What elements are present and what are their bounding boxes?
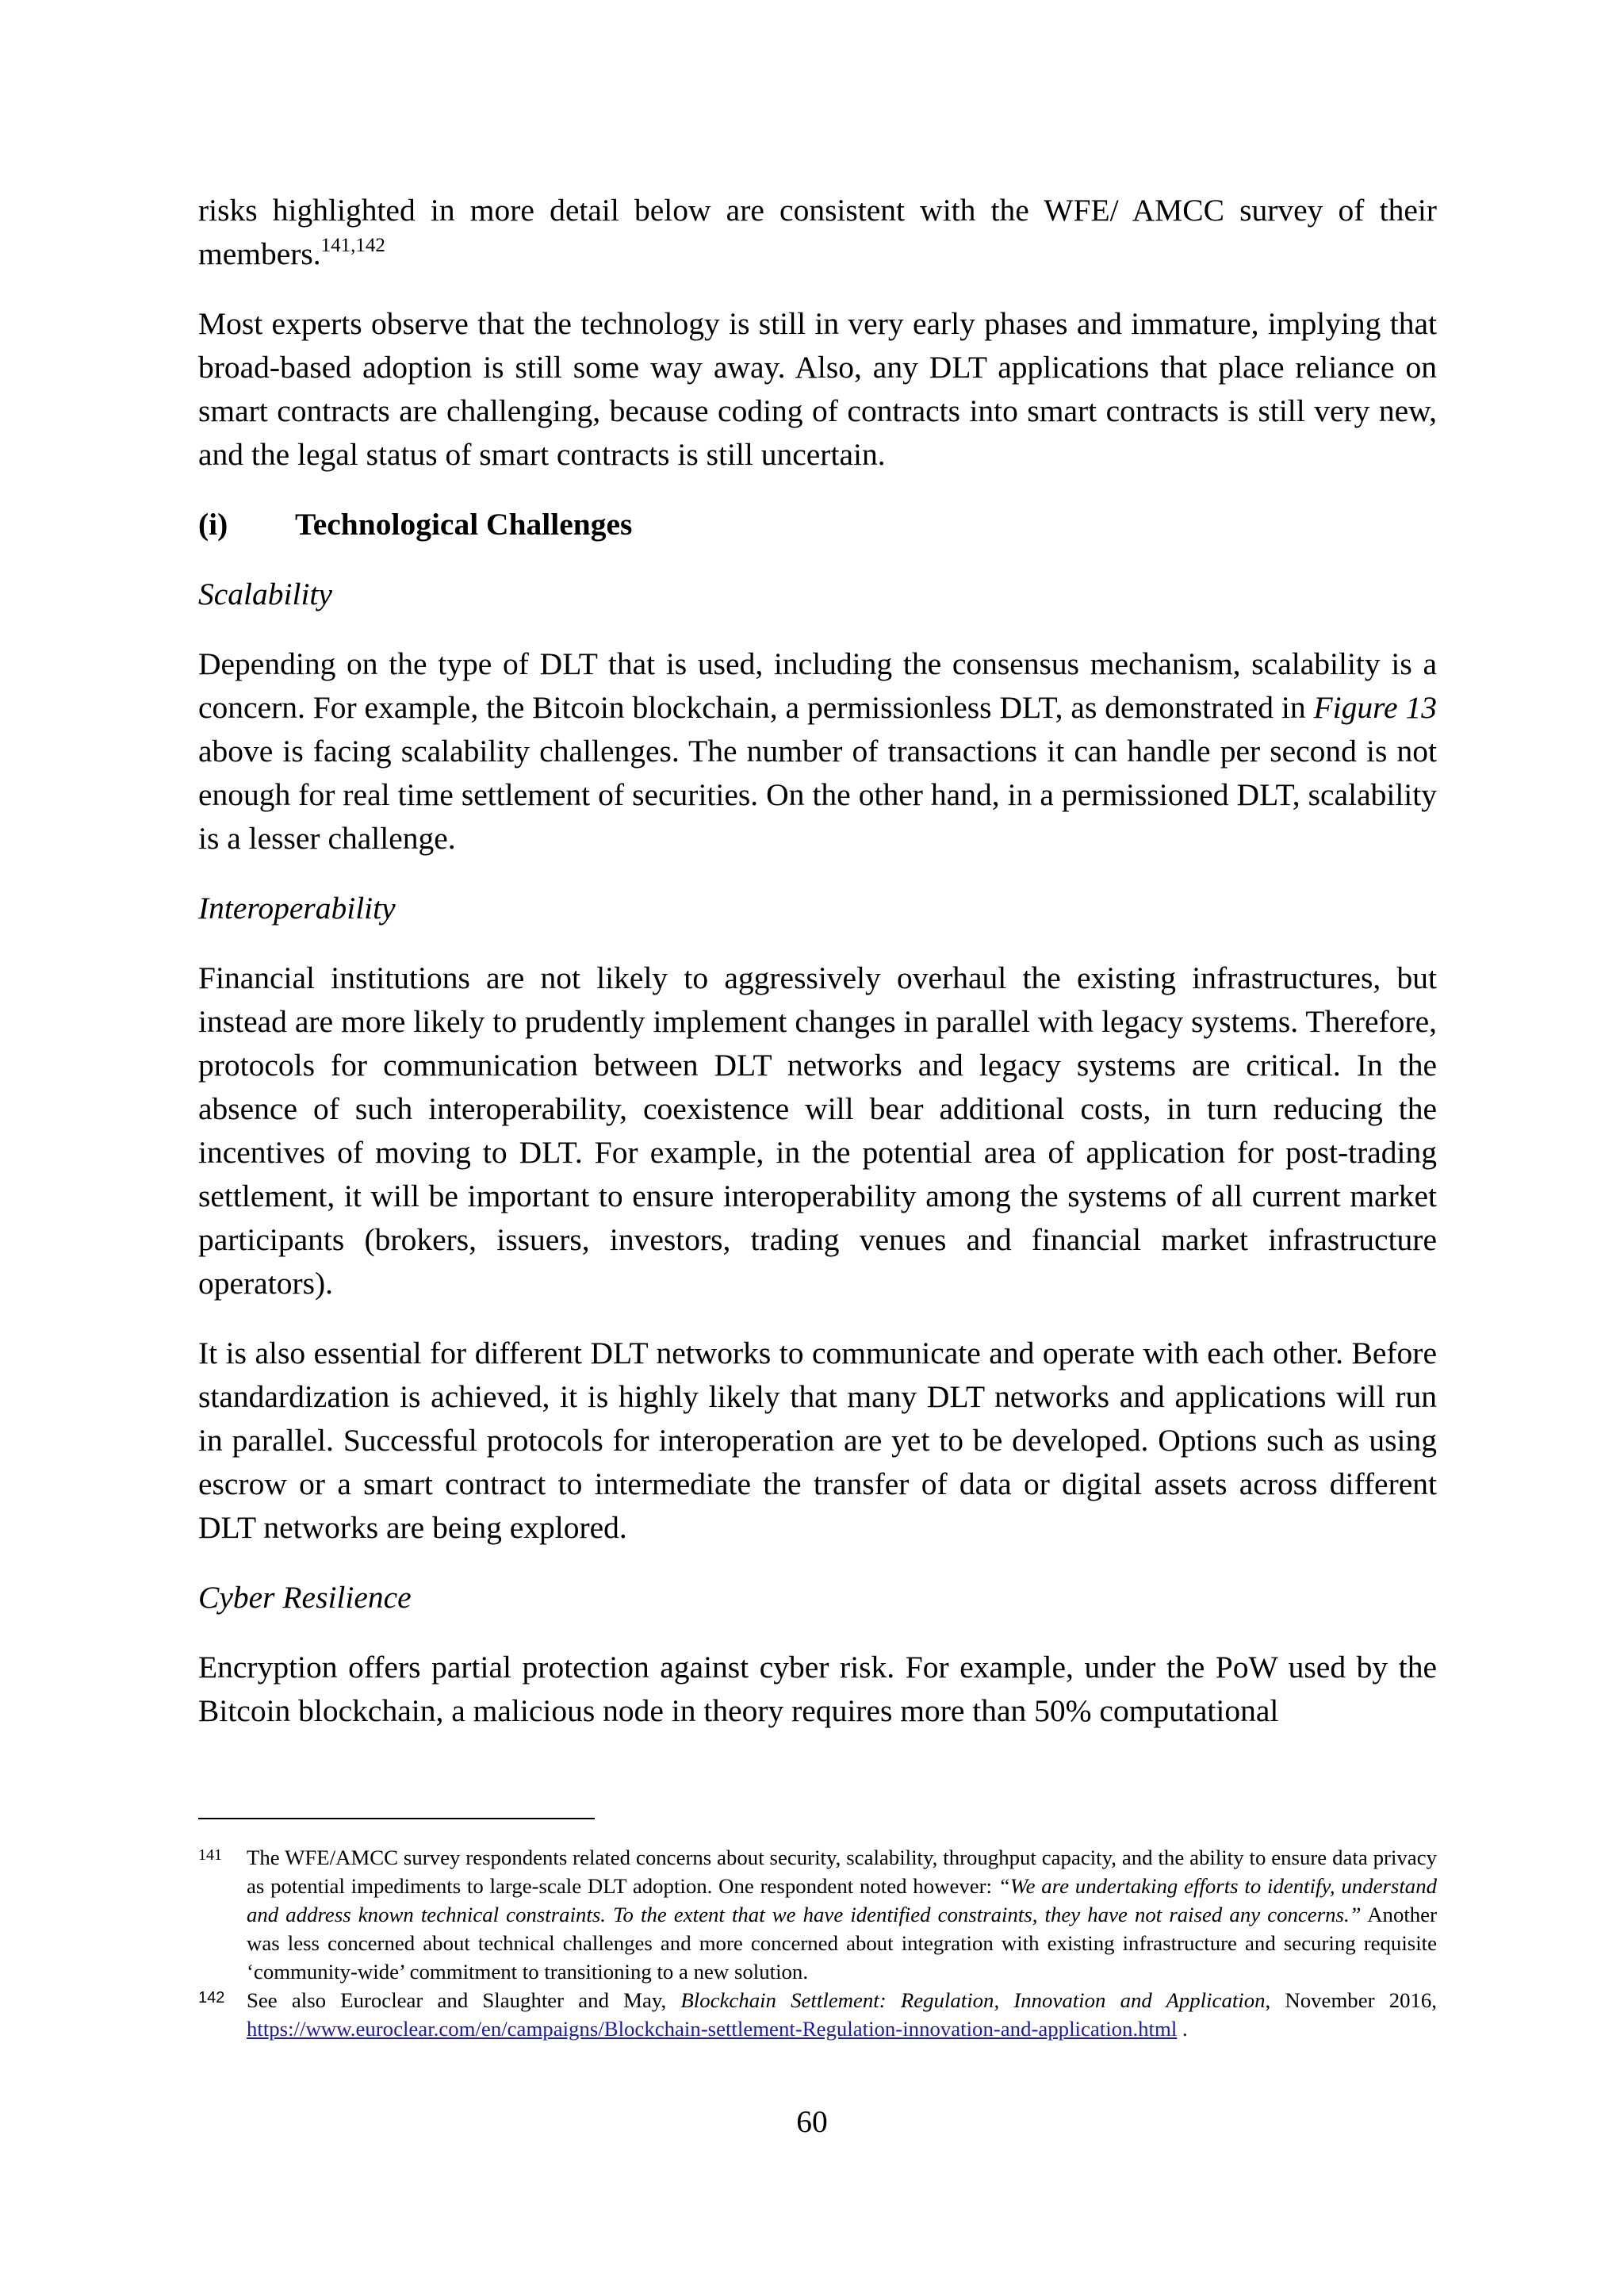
footnote-number-141: 141 — [198, 1846, 222, 1864]
page-body — [198, 189, 1437, 1759]
footnotes — [198, 1843, 1437, 2043]
section-heading-title: Technological Challenges — [295, 507, 633, 542]
paragraph-scalability-part1: Depending on the type of DLT that is used, including the consensus mechanism, scalability is a concern. For example, the Bitcoin blockchain, a permissionless DLT, as demonstrated in — [198, 646, 1437, 725]
footnote-141-text-a: The WFE/AMCC survey respondents related concerns about security, scalability, throughput capacity, and the ability to ensure data privacy as potential impediments to large-scale DLT adoption. One respondent noted however: — [247, 1846, 1437, 1898]
footnote-141 — [198, 1843, 1437, 1986]
footnote-142-text-a: See also Euroclear and Slaughter and May, — [247, 1988, 681, 2012]
subheading-cyber-resilience: Cyber Resilience — [198, 1580, 412, 1615]
footnote-142-text-b: , November 2016, — [1265, 1988, 1437, 2012]
subheading-scalability: Scalability — [198, 577, 332, 611]
paragraph-interoperability-2: It is also essential for different DLT networks to communicate and operate with each other. Before standardization is achieved, it is highly likely that many DLT networks and applications will run in parallel. Successful protocols for interoperation are yet to be developed. Options such as using escrow or a smart contract to intermediate the transfer of data or digital assets across different DLT networks are being explored. — [198, 1336, 1437, 1545]
footnote-separator — [198, 1818, 595, 1819]
paragraph-scalability-part2: above is facing scalability challenges. The number of transactions it can handle per second is not enough for real time settlement of securities. On the other hand, in a permissioned DLT, scalability is a lesser challenge. — [198, 734, 1437, 856]
footnote-141-text-b: Another was less concerned about technical challenges and more concerned about integration with existing infrastructure and securing requisite ‘community-wide’ commitment to transitioning to a new solution. — [247, 1903, 1438, 1984]
paragraph-early-phase: Most experts observe that the technology is still in very early phases and immature, implying that broad-based adoption is still some way away. Also, any DLT applications that place reliance on smart contracts are challenging, because coding of contracts into smart contracts is still very new, and the legal status of smart contracts is still uncertain. — [198, 306, 1437, 472]
paragraph-survey-text: risks highlighted in more detail below are consistent with the WFE/ AMCC survey of their members. — [198, 193, 1437, 271]
page-number: 60 — [796, 2104, 828, 2139]
section-heading — [198, 503, 1437, 546]
paragraph-cyber-resilience: Encryption offers partial protection against cyber risk. For example, under the PoW used by the Bitcoin blockchain, a malicious node in theory requires more than 50% computational — [198, 1650, 1437, 1728]
paragraph-interoperability-1: Financial institutions are not likely to aggressively overhaul the existing infrastructures, but instead are more likely to prudently implement changes in parallel with legacy systems. Therefore, protocols for communication between DLT networks and legacy systems are critical. In the absence of such interoperability, coexistence will bear additional costs, in turn reducing the incentives of moving to DLT. For example, in the potential area of application for post-trading settlement, it will be important to ensure interoperability among the systems of all current market participants (brokers, issuers, investors, trading venues and financial market infrastructure operators). — [198, 960, 1437, 1301]
figure-13-reference: Figure 13 — [1313, 690, 1437, 725]
section-heading-number: (i) — [198, 507, 228, 542]
paragraph-survey-risks — [198, 189, 1437, 276]
euroclear-link[interactable]: https://www.euroclear.com/en/campaigns/Blockchain-settlement-Regulation-innovation-and-application.html — [247, 2017, 1178, 2041]
footnote-142 — [198, 1986, 1437, 2043]
footnote-142-title: Blockchain Settlement: Regulation, Innovation and Application — [680, 1988, 1266, 2012]
footnote-ref-141-142[interactable]: 141,142 — [320, 234, 385, 256]
subheading-interoperability: Interoperability — [198, 891, 396, 926]
footnote-number-142: 142 — [198, 1989, 225, 2007]
footnote-141-quote: “We are undertaking efforts to identify, understand and address known technical constraints. To the extent that we have identified constraints, they have not raised any concerns.” — [247, 1874, 1437, 1926]
paragraph-scalability — [198, 642, 1437, 861]
footnote-142-end: . — [1177, 2017, 1188, 2041]
